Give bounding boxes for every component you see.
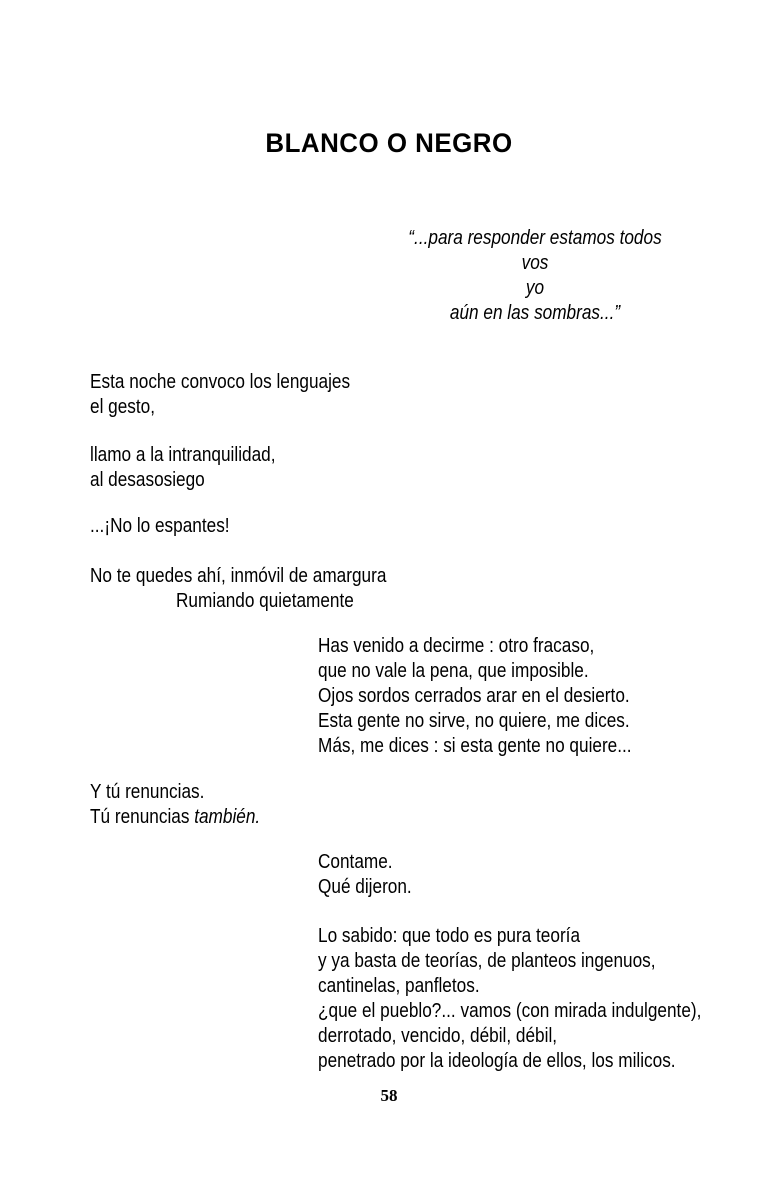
verse-line: al desasosiego [90, 469, 205, 491]
stanza-4 [90, 564, 386, 614]
stanza-5 [318, 634, 632, 759]
verse-line: que no vale la pena, que imposible. [318, 660, 589, 682]
epigraph-line: aún en las sombras...” [449, 302, 621, 324]
verse-line: Has venido a decirme : otro fracaso, [318, 635, 595, 657]
verse-line: Esta noche convoco los lenguajes [90, 371, 351, 393]
page-number: 58 [380, 1086, 398, 1105]
verse-line: ...¡No lo espantes! [90, 515, 230, 537]
verse-line: derrotado, vencido, débil, débil, [318, 1025, 558, 1047]
verse-line: penetrado por la ideología de ellos, los milicos. [318, 1050, 676, 1072]
stanza-2 [90, 443, 275, 493]
verse-line: Qué dijeron. [318, 876, 412, 898]
stanza-8 [318, 924, 701, 1074]
verse-line: cantinelas, panfletos. [318, 975, 480, 997]
verse-line: ¿que el pueblo?... vamos (con mirada indulgente), [318, 1000, 702, 1022]
verse-line: Esta gente no sirve, no quiere, me dices. [318, 710, 630, 732]
stanza-3 [90, 514, 230, 539]
verse-line: No te quedes ahí, inmóvil de amargura [90, 565, 387, 587]
verse-line-indented: Rumiando quietamente [176, 590, 354, 612]
verse-line: Más, me dices : si esta gente no quiere... [318, 735, 632, 757]
verse-line: Contame. [318, 851, 393, 873]
verse-line: Lo sabido: que todo es pura teoría [318, 925, 581, 947]
poem-title: BLANCO O NEGRO [265, 128, 513, 158]
verse-line: Ojos sordos cerrados arar en el desierto. [318, 685, 630, 707]
epigraph-line: yo [525, 277, 545, 299]
verse-line: el gesto, [90, 396, 156, 418]
verse-text: Tú renuncias [90, 806, 195, 828]
verse-line: llamo a la intranquilidad, [90, 444, 276, 466]
verse-line [90, 805, 260, 830]
epigraph-line: vos [521, 252, 549, 274]
stanza-6 [90, 780, 260, 830]
epigraph [402, 226, 669, 326]
emphasized-word: también. [194, 806, 261, 828]
stanza-7 [318, 850, 412, 900]
stanza-1 [90, 370, 350, 420]
verse-line: Y tú renuncias. [90, 781, 205, 803]
verse-line: y ya basta de teorías, de planteos ingenuos, [318, 950, 656, 972]
epigraph-line: “...para responder estamos todos [408, 227, 662, 249]
